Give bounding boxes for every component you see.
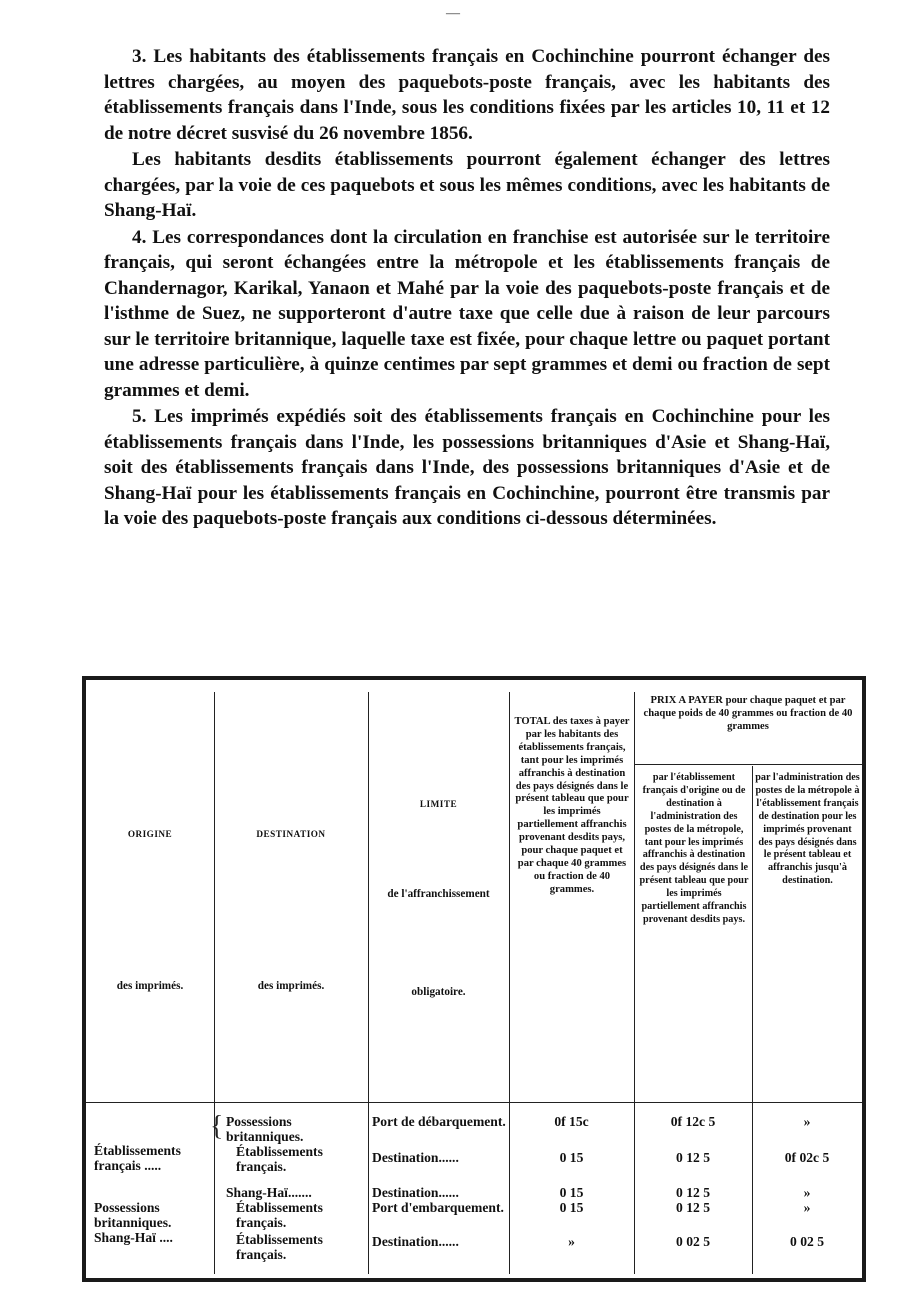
- row4-limite: Port d'embarquement.: [372, 1200, 504, 1215]
- row3-limite: Destination......: [372, 1185, 459, 1200]
- row1-destination: Possessions britanniques.: [226, 1114, 304, 1144]
- paragraph-article-3: 3. Les habitants des établissements français en Cochinchine pourront échanger des lettres chargées, au moyen des paquebots-poste français, avec les habitants des établissements français dans l'Inde, sous les conditions fixées par les articles 10, 11 et 12 de notre décret susvisé du 26 novembre 1856.: [104, 46, 830, 144]
- header-rule: [86, 1102, 862, 1103]
- row4-destination: Établissements français.: [236, 1200, 323, 1230]
- paragraph-article-3-cont: Les habitants desdits établissements pourront également échanger des lettres chargées, par la voie de ces paquebots et sous les mêmes conditions, avec les habitants de Shang-Haï.: [104, 149, 830, 221]
- tariff-table: [82, 676, 866, 1282]
- header-destination-sub: des imprimés.: [257, 980, 325, 992]
- row5-prix-etablissement: 0 02 5: [676, 1234, 710, 1249]
- paragraph-article-4: 4. Les correspondances dont la circulation en franchise est autorisée sur le territoire français, qui seront échangées entre la métropole et les établissements français de Chandernagor, Karikal, Yanaon et Mahé par la voie des paquebots-poste français et de l'isthme de Suez, ne supporteront d'autre taxe que celle due à raison de leur parcours sur le territoire britannique, laquelle taxe est fixée, pour chaque lettre ou paquet portant une adresse particulière, à quinze centimes par sept grammes et demi ou fraction de sept grammes et demi.: [104, 226, 830, 401]
- header-limite-mid: de l'affranchissement: [387, 888, 490, 900]
- row4-prix-administration: »: [803, 1200, 811, 1215]
- row2-total: 0 15: [559, 1150, 584, 1165]
- article-text: [104, 44, 830, 532]
- row1-total: 0f 15c: [554, 1114, 589, 1129]
- row1-prix-etablissement: 0f 12c 5: [670, 1114, 716, 1129]
- row2-prix-etablissement: 0 12 5: [676, 1150, 710, 1165]
- header-origine-sub: des imprimés.: [116, 980, 184, 992]
- header-prix-group: PRIX A PAYER pour chaque paquet et par chaque poids de 40 grammes ou fraction de 40 grammes: [643, 695, 853, 732]
- row1-limite: Port de débarquement.: [372, 1114, 506, 1129]
- header-limite-sub: obligatoire.: [411, 986, 466, 998]
- row3-destination: Shang-Haï.......: [226, 1185, 312, 1200]
- page-top-mark: —: [446, 6, 460, 21]
- header-origine: ORIGINE: [127, 829, 173, 839]
- col-rule: [368, 692, 369, 1274]
- header-prix-etablissement: par l'établissement français d'origine ou de destination à l'administration des postes de la métropole, tant pour les imprimés affranchis à destination des pays désignés dans le présent tableau que pour les imprimés partiellement affranchis provenant desdits pays.: [639, 772, 749, 925]
- row3-total: 0 15: [559, 1185, 584, 1200]
- header-limite: LIMITE: [419, 799, 458, 809]
- brace-glyph: {: [210, 1111, 224, 1142]
- origin-possessions-shanghai: Possessions britanniques. Shang-Haï ....: [94, 1200, 173, 1245]
- row5-total: »: [568, 1234, 575, 1249]
- row2-prix-administration: 0f 02c 5: [784, 1150, 830, 1165]
- row4-total: 0 15: [559, 1200, 584, 1215]
- header-destination: DESTINATION: [256, 829, 326, 839]
- row3-prix-administration: »: [803, 1185, 811, 1200]
- header-total: TOTAL des taxes à payer par les habitants des établissements français, tant pour les imprimés affranchis à destination des pays désignés dans le présent tableau que pour les imprimés partiellement affranchis provenant desdits pays, pour chaque paquet et par chaque 40 grammes ou fraction de 40 grammes.: [514, 716, 630, 895]
- row2-destination: Établissements français.: [236, 1144, 323, 1174]
- row5-limite: Destination......: [372, 1234, 459, 1249]
- row1-prix-administration: »: [803, 1114, 811, 1129]
- paragraph-article-5: 5. Les imprimés expédiés soit des établissements français en Cochinchine pour les établissements français dans l'Inde, les possessions britanniques d'Asie et Shang-Haï, soit des établissements français dans l'Inde, des possessions britanniques d'Asie et de Shang-Haï pour les établissements français en Cochinchine, pourront être transmis par la voie des paquebots-poste français aux conditions ci-dessous déterminées.: [104, 406, 830, 529]
- row3-prix-etablissement: 0 12 5: [676, 1185, 710, 1200]
- row4-prix-etablissement: 0 12 5: [676, 1200, 710, 1215]
- header-prix-administration: par l'administration des postes de la métropole à l'établissement français de destination pour les imprimés provenant des pays désignés dans le présent tableau et affranchis jusqu'à destination.: [755, 772, 860, 887]
- row5-prix-administration: 0 02 5: [790, 1234, 824, 1249]
- tariff-table-inner: [86, 680, 862, 1278]
- row2-limite: Destination......: [372, 1150, 459, 1165]
- origin-etablissements: Établissements français .....: [94, 1143, 181, 1173]
- row5-destination: Établissements français.: [236, 1232, 323, 1262]
- group-rule: [634, 764, 862, 765]
